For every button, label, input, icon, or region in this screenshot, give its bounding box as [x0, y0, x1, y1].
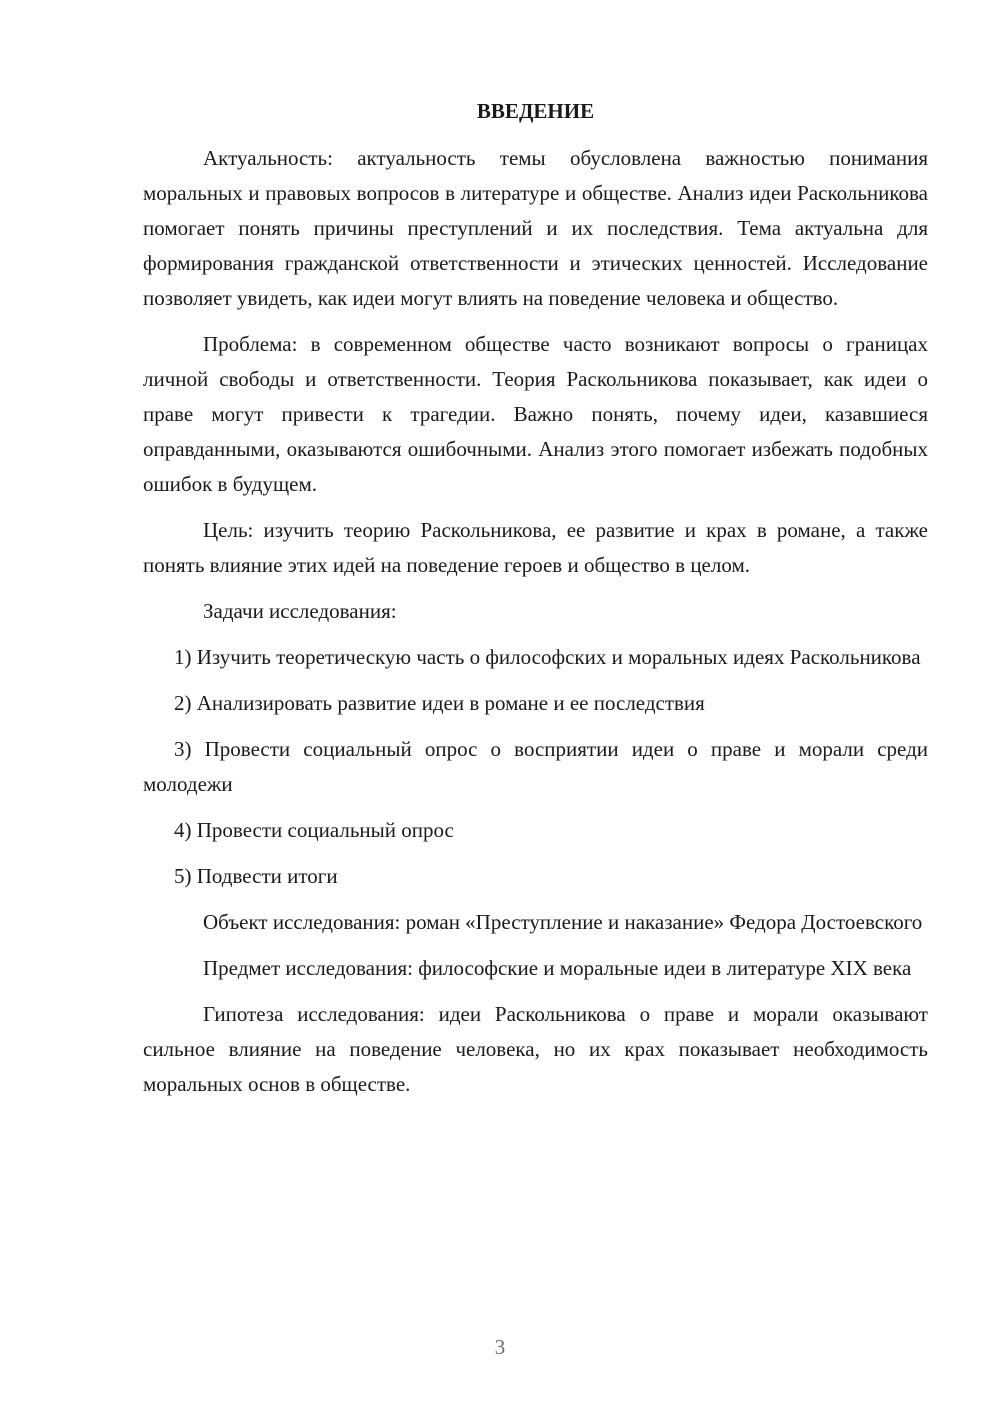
section-title: ВВЕДЕНИЕ	[476, 99, 595, 123]
goal-paragraph: Цель: изучить теорию Раскольникова, ее развитие и крах в романе, а также понять влияние этих идей на поведение героев и общество в целом.	[143, 518, 928, 577]
relevance-paragraph: Актуальность: актуальность темы обусловлена важностью понимания моральных и правовых вопросов в литературе и обществе. Анализ идеи Раскольникова помогает понять причины преступлений и их последствия. Тема актуальна для формирования гражданской ответственности и этических ценностей. Исследование позволяет увидеть, как идеи могут влиять на поведение человека и общество.	[143, 146, 928, 310]
task-item-5: 5) Подвести итоги	[174, 864, 338, 888]
problem-paragraph: Проблема: в современном обществе часто возникают вопросы о границах личной свободы и ответственности. Теория Раскольникова показывает, как идеи о праве могут привести к трагедии. Важно понять, почему идеи, казавшиеся оправданными, оказываются ошибочными. Анализ этого помогает избежать подобных ошибок в будущем.	[143, 332, 928, 496]
page-number: 3	[494, 1335, 506, 1359]
object-paragraph: Объект исследования: роман «Преступление и наказание» Федора Достоевского	[203, 910, 923, 934]
task-item-4: 4) Провести социальный опрос	[174, 818, 454, 842]
task-item-1: 1) Изучить теоретическую часть о философских и моральных идеях Раскольникова	[174, 645, 921, 669]
document-page	[143, 95, 928, 1102]
task-item-3: 3) Провести социальный опрос о восприятии идеи о праве и морали среди молодежи	[143, 737, 928, 796]
hypothesis-paragraph: Гипотеза исследования: идеи Раскольникова о праве и морали оказывают сильное влияние на поведение человека, но их крах показывает необходимость моральных основ в обществе.	[143, 1002, 928, 1096]
tasks-heading: Задачи исследования:	[203, 599, 397, 623]
task-item-2: 2) Анализировать развитие идеи в романе и ее последствия	[174, 691, 705, 715]
subject-paragraph: Предмет исследования: философские и моральные идеи в литературе XIX века	[203, 956, 912, 980]
